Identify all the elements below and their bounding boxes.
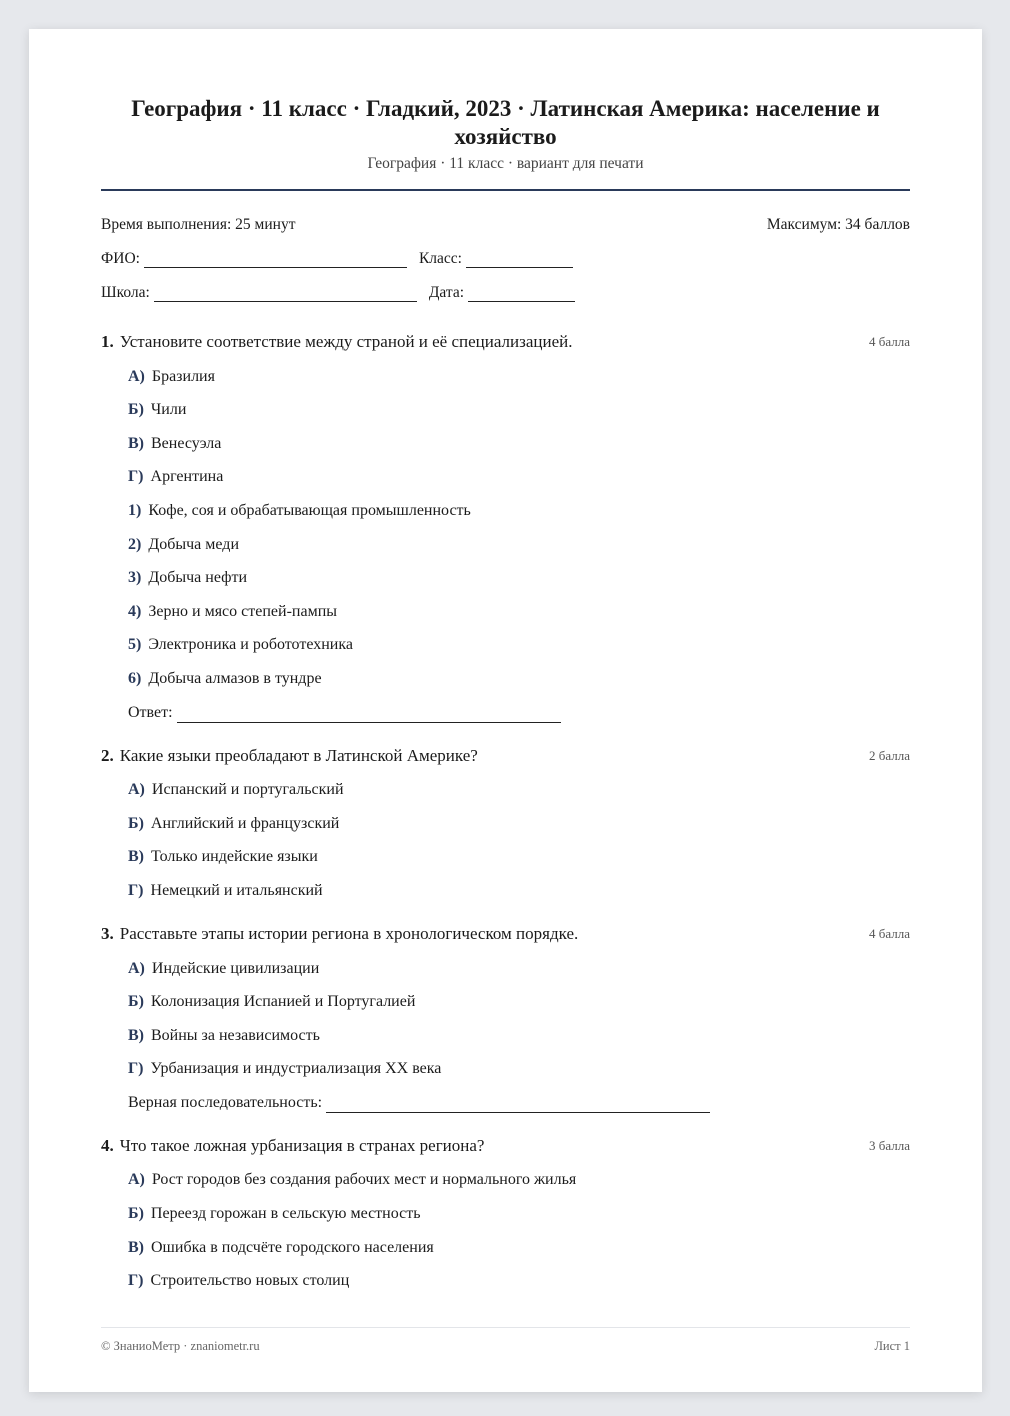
option-letter: В) — [128, 1026, 144, 1044]
option-letter: Б) — [128, 1205, 144, 1223]
option-text: Венесуэла — [151, 434, 222, 452]
student-fields-row — [101, 248, 910, 268]
question-3 — [101, 923, 910, 1113]
question-1 — [101, 331, 910, 723]
option-text: Урбанизация и индустриализация XX века — [150, 1060, 442, 1078]
option-letter: А) — [128, 959, 145, 977]
option-letter: 3) — [128, 569, 142, 587]
option-letter: В) — [128, 848, 144, 866]
answer-row — [128, 1093, 910, 1113]
option-item — [128, 1026, 910, 1046]
fio-field[interactable] — [144, 253, 407, 268]
option-text: Кофе, соя и обрабатывающая промышленность — [148, 501, 471, 519]
answer-label: Ответ: — [128, 703, 173, 721]
question-number: 2. — [101, 745, 114, 765]
question-points: 2 балла — [869, 747, 910, 763]
page-subtitle: География · 11 класс · вариант для печати — [367, 155, 644, 172]
option-text: Только индейские языки — [151, 848, 318, 866]
school-fields-row — [101, 282, 910, 302]
option-letter: Г) — [128, 881, 144, 899]
page-title: География · 11 класс · Гладкий, 2023 · Латинская Америка: население и хозяйство — [131, 96, 880, 149]
option-item — [128, 1059, 910, 1079]
option-item — [128, 501, 910, 521]
option-item[interactable] — [128, 1204, 910, 1224]
class-label: Класс: — [418, 250, 462, 267]
option-item[interactable] — [128, 881, 910, 901]
question-text: Установите соответствие между страной и её специализацией. — [119, 332, 573, 351]
answer-row — [128, 703, 910, 723]
option-letter: Б) — [128, 814, 144, 832]
option-letter: А) — [128, 367, 145, 385]
option-text: Добыча алмазов в тундре — [148, 669, 322, 687]
option-text: Испанский и португальский — [151, 781, 344, 799]
fio-label: ФИО: — [101, 250, 140, 267]
option-text: Добыча меди — [148, 535, 239, 553]
option-text: Зерно и мясо степей-пампы — [148, 602, 338, 620]
option-item — [128, 400, 910, 420]
option-text: Индейские цивилизации — [151, 959, 320, 977]
school-label: Школа: — [101, 284, 150, 301]
option-text: Бразилия — [151, 367, 215, 385]
question-header — [101, 745, 910, 767]
worksheet-page — [29, 29, 982, 1392]
class-field[interactable] — [466, 253, 573, 268]
option-letter: Б) — [128, 401, 144, 419]
question-2 — [101, 745, 910, 901]
school-field[interactable] — [154, 287, 417, 302]
option-item — [128, 367, 910, 387]
option-item — [128, 669, 910, 689]
question-header — [101, 1135, 910, 1157]
option-letter: Б) — [128, 993, 144, 1011]
option-item — [128, 635, 910, 655]
question-4 — [101, 1135, 910, 1291]
footer-copyright: © ЗнаниоМетр · znaniometr.ru — [101, 1339, 260, 1353]
footer-page-number: Лист 1 — [874, 1339, 910, 1353]
option-text: Аргентина — [150, 468, 224, 486]
question-text: Что такое ложная урбанизация в странах региона? — [119, 1135, 485, 1155]
question-number: 3. — [101, 923, 114, 943]
option-letter: 4) — [128, 602, 142, 620]
option-item — [128, 434, 910, 454]
option-text: Электроника и робототехника — [148, 636, 353, 654]
question-number: 1. — [101, 332, 114, 351]
time-limit: Время выполнения: 25 минут — [101, 216, 296, 233]
question-text: Какие языки преобладают в Латинской Америке? — [119, 745, 478, 765]
option-letter: Г) — [128, 1272, 144, 1290]
option-item — [128, 467, 910, 487]
option-item[interactable] — [128, 1170, 910, 1190]
option-item[interactable] — [128, 814, 910, 834]
question-header — [101, 331, 910, 353]
option-text: Ошибка в подсчёте городского населения — [151, 1238, 434, 1256]
option-text: Колонизация Испанией и Португалией — [150, 993, 416, 1011]
option-letter: 1) — [128, 501, 142, 519]
answer-field[interactable] — [326, 1098, 710, 1113]
option-text: Рост городов без создания рабочих мест и нормального жилья — [151, 1171, 577, 1189]
option-item[interactable] — [128, 1271, 910, 1291]
option-letter: Г) — [128, 468, 144, 486]
option-text: Войны за независимость — [151, 1026, 320, 1044]
option-letter: 5) — [128, 636, 142, 654]
option-item[interactable] — [128, 1238, 910, 1258]
option-item[interactable] — [128, 847, 910, 867]
option-item — [128, 959, 910, 979]
option-item — [128, 992, 910, 1012]
answer-field[interactable] — [177, 708, 561, 723]
meta-row — [101, 216, 910, 234]
option-letter: 2) — [128, 535, 142, 553]
option-letter: 6) — [128, 669, 142, 687]
question-points: 3 балла — [869, 1137, 910, 1153]
option-item — [128, 535, 910, 555]
option-text: Переезд горожан в сельскую местность — [150, 1205, 421, 1223]
max-score: Максимум: 34 баллов — [766, 216, 910, 233]
option-text: Английский и французский — [150, 814, 340, 832]
option-item[interactable] — [128, 780, 910, 800]
option-letter: А) — [128, 1171, 145, 1189]
date-field[interactable] — [468, 287, 575, 302]
answer-label: Верная последовательность: — [128, 1093, 323, 1111]
date-label: Дата: — [428, 284, 465, 301]
question-points: 4 балла — [869, 334, 910, 349]
option-text: Добыча нефти — [148, 569, 248, 587]
option-letter: В) — [128, 1238, 144, 1256]
question-header — [101, 923, 910, 945]
page-footer — [101, 1327, 910, 1354]
option-text: Строительство новых столиц — [150, 1272, 350, 1290]
header-divider — [101, 189, 910, 191]
question-number: 4. — [101, 1135, 114, 1155]
option-text: Немецкий и итальянский — [150, 881, 323, 899]
option-item — [128, 568, 910, 588]
worksheet-content — [101, 29, 910, 1291]
question-points: 4 балла — [869, 925, 910, 941]
option-letter: А) — [128, 781, 145, 799]
option-item — [128, 602, 910, 622]
question-text: Расставьте этапы истории региона в хронологическом порядке. — [119, 923, 579, 943]
option-text: Чили — [150, 401, 187, 419]
option-letter: В) — [128, 434, 144, 452]
option-letter: Г) — [128, 1060, 144, 1078]
